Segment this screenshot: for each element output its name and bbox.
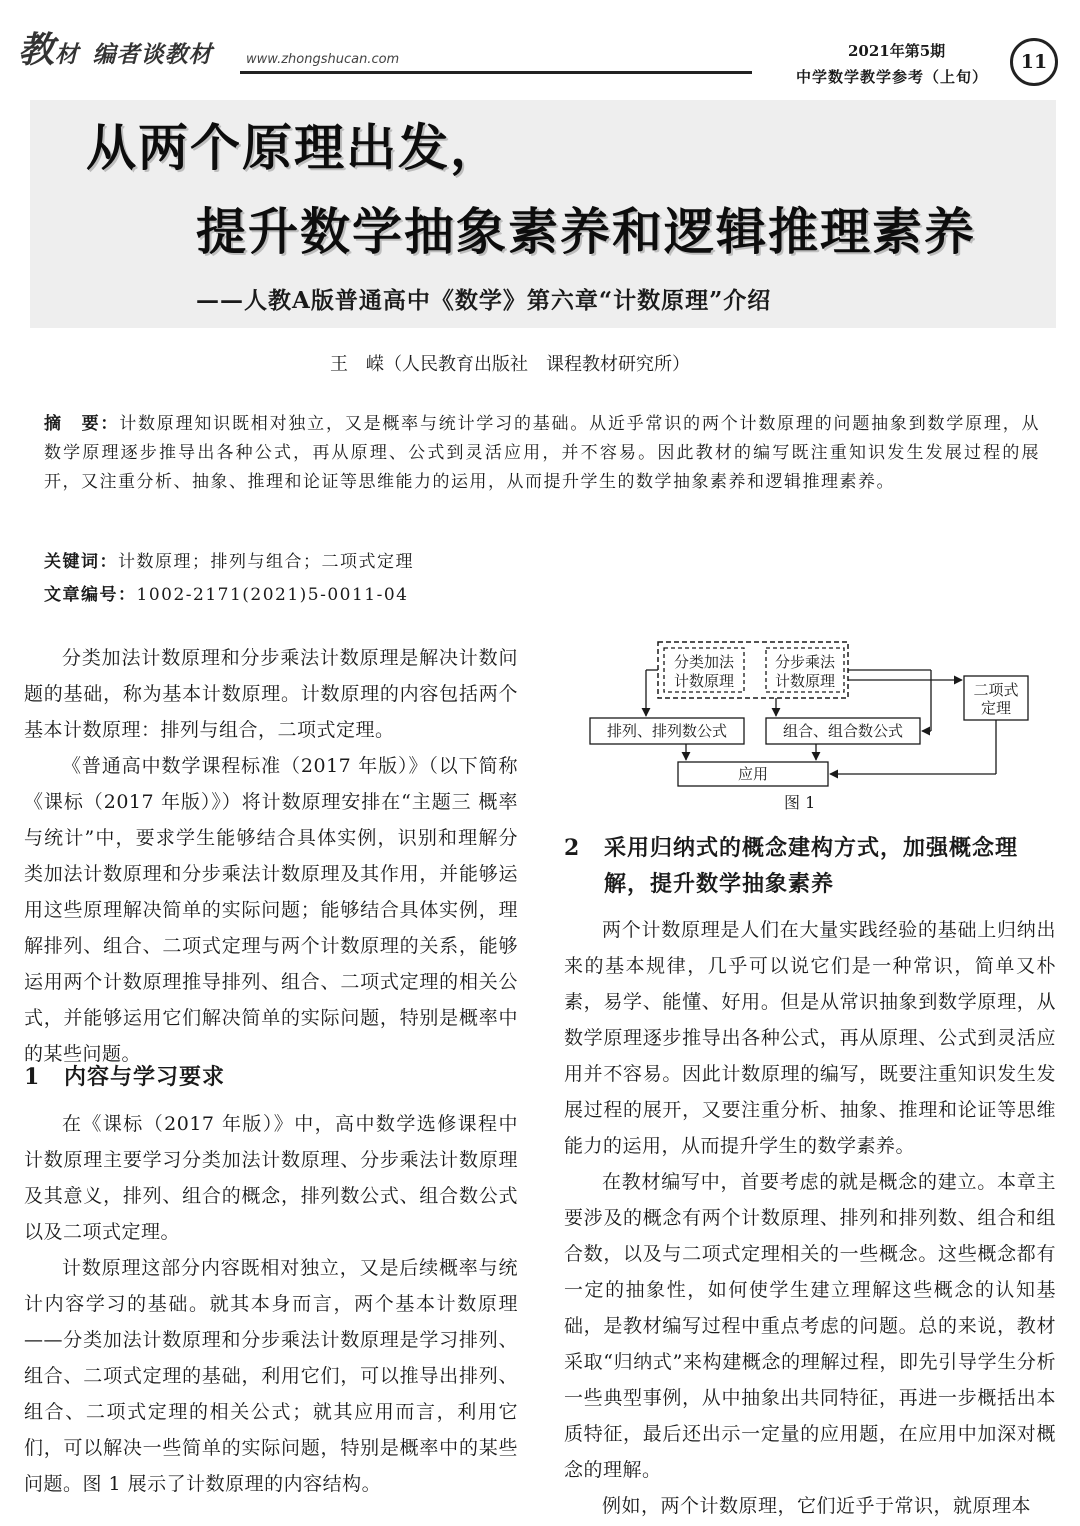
section-1-number: 1 bbox=[24, 1064, 41, 1090]
paragraph: 在《课标（2017 年版）》中，高中数学选修课程中计数原理主要学习分类加法计数原理、分步乘法计数原理及其意义，排列、组合的概念，排列数公式、组合数公式以及二项式定理。 bbox=[24, 1113, 518, 1243]
column-name-part3: 编者谈教材 bbox=[92, 41, 213, 68]
paragraph: 分类加法计数原理和分步乘法计数原理是解决计数问题的基础，称为基本计数原理。计数原理的内容包括两个基本计数原理：排列与组合，二项式定理。 bbox=[24, 647, 518, 741]
section-1-title: 内容与学习要求 bbox=[64, 1064, 226, 1090]
issue-label: 2021年第5期 bbox=[848, 42, 946, 60]
keywords bbox=[44, 547, 414, 572]
box-mul-text-1: 分步乘法 bbox=[774, 653, 836, 671]
page-number: 11 bbox=[1010, 38, 1058, 86]
section-1-heading bbox=[24, 1060, 225, 1091]
paragraph: 在教材编写中，首要考虑的就是概念的建立。本章主要涉及的概念有两个计数原理、排列和排列数、组合和组合数，以及与二项式定理相关的一些概念。这些概念都有一定的抽象性，如何使学生建立理解这些概念的认知基础，是教材编写过程中重点考虑的问题。总的来说，教材采取“归纳式”来构建概念的理解过程，即先引导学生分析一些典型事例，从中抽象出共同特征，再进一步概括出本质特征，最后还出示一定量的应用题，在应用中加深对概念的理解。 bbox=[564, 1171, 1056, 1481]
paragraph: 《普通高中数学课程标准（2017 年版）》（以下简称《课标（2017 年版）》）将计数原理安排在“主题三 概率与统计”中，要求学生能够结合具体实例，识别和理解分类加法计数原理和分步乘法计数原理及其作用，并能够运用这些原理解决简单的实际问题；能够结合具体实例，理解排列、组合、二项式定理与两个计数原理的关系，能够运用两个计数原理推导排列、组合、二项式定理的相关公式，并能够运用它们解决简单的实际问题，特别是概率中的某些问题。 bbox=[24, 755, 518, 1065]
left-column-section-1 bbox=[24, 1106, 518, 1502]
paragraph: 两个计数原理是人们在大量实践经验的基础上归纳出来的基本规律，几乎可以说它们是一种常识，简单又朴素，易学、能懂、好用。但是从常识抽象到数学原理，从数学原理逐步推导出各种公式，再从原理、公式到灵活应用并不容易。因此计数原理的编写，既要注重知识发生发展过程的展开，又要注重分析、抽象、推理和论证等思维能力的运用，从而提升学生的数学素养。 bbox=[564, 919, 1056, 1157]
paragraph: 计数原理这部分内容既相对独立，又是后续概率与统计内容学习的基础。就其本身而言，两个基本计数原理——分类加法计数原理和分步乘法计数原理是学习排列、组合、二项式定理的基础，利用它们，可以推导出排列、组合、二项式定理的相关公式；就其应用而言，利用它们，可以解决一些简单的实际问题，特别是概率中的某些问题。图 1 展示了计数原理的内容结构。 bbox=[24, 1257, 518, 1495]
box-add-text-2: 计数原理 bbox=[673, 672, 735, 690]
article-id bbox=[44, 580, 409, 605]
keywords-label: 关键词： bbox=[44, 552, 118, 572]
journal-url: www.zhongshucan.com bbox=[246, 52, 400, 67]
figure-1-diagram bbox=[586, 640, 1036, 790]
figure-caption: 图 1 bbox=[784, 793, 816, 812]
article-id-text: 1002-2171(2021)5-0011-04 bbox=[136, 585, 409, 605]
box-binom-text-1: 二项式 bbox=[973, 681, 1019, 699]
section-2-heading bbox=[564, 830, 1058, 902]
column-name-part1: 教 bbox=[18, 29, 56, 71]
subtitle: ——人教A版普通高中《数学》第六章“计数原理”介绍 bbox=[196, 287, 772, 314]
title-line-1: 从两个原理出发， bbox=[86, 118, 502, 177]
journal-name: 中学数学教学参考（上旬） bbox=[796, 68, 989, 86]
section-2-title-2: 解，提升数学抽象素养 bbox=[604, 871, 835, 897]
left-column-intro bbox=[24, 640, 518, 1072]
paragraph: 例如，两个计数原理，它们近乎于常识，就原理本 bbox=[602, 1495, 1032, 1517]
section-2-number: 2 bbox=[564, 835, 581, 861]
abstract-text: 计数原理知识既相对独立，又是概率与统计学习的基础。从近乎常识的两个计数原理的问题抽象到数学原理，从数学原理逐步推导出各种公式，再从原理、公式到灵活应用，并不容易。因此教材的编写既注重知识发生发展过程的展开，又注重分析、抽象、推理和论证等思维能力的运用，从而提升学生的数学抽象素养和逻辑推理素养。 bbox=[44, 414, 1041, 492]
author-line: 王 嵘（人民教育出版社 课程教材研究所） bbox=[330, 354, 690, 375]
abstract bbox=[44, 410, 1040, 497]
abstract-label: 摘 要： bbox=[44, 414, 120, 434]
box-perm-text: 排列、排列数公式 bbox=[606, 722, 728, 740]
title-line-2: 提升数学抽象素养和逻辑推理素养 bbox=[196, 202, 976, 261]
box-app-text: 应用 bbox=[737, 765, 769, 783]
box-binom-text-2: 定理 bbox=[980, 699, 1012, 717]
section-2-title-1: 采用归纳式的概念建构方式，加强概念理 bbox=[604, 835, 1019, 861]
box-add-text-1: 分类加法 bbox=[673, 653, 735, 671]
box-comb-text: 组合、组合数公式 bbox=[782, 722, 904, 740]
right-column-section-2 bbox=[564, 912, 1056, 1524]
column-name bbox=[18, 22, 213, 73]
article-id-label: 文章编号： bbox=[44, 585, 137, 605]
box-mul-text-2: 计数原理 bbox=[774, 672, 836, 690]
column-name-part2: 材 bbox=[55, 41, 80, 68]
header-rule bbox=[240, 71, 752, 74]
keywords-text: 计数原理；排列与组合；二项式定理 bbox=[118, 552, 414, 572]
